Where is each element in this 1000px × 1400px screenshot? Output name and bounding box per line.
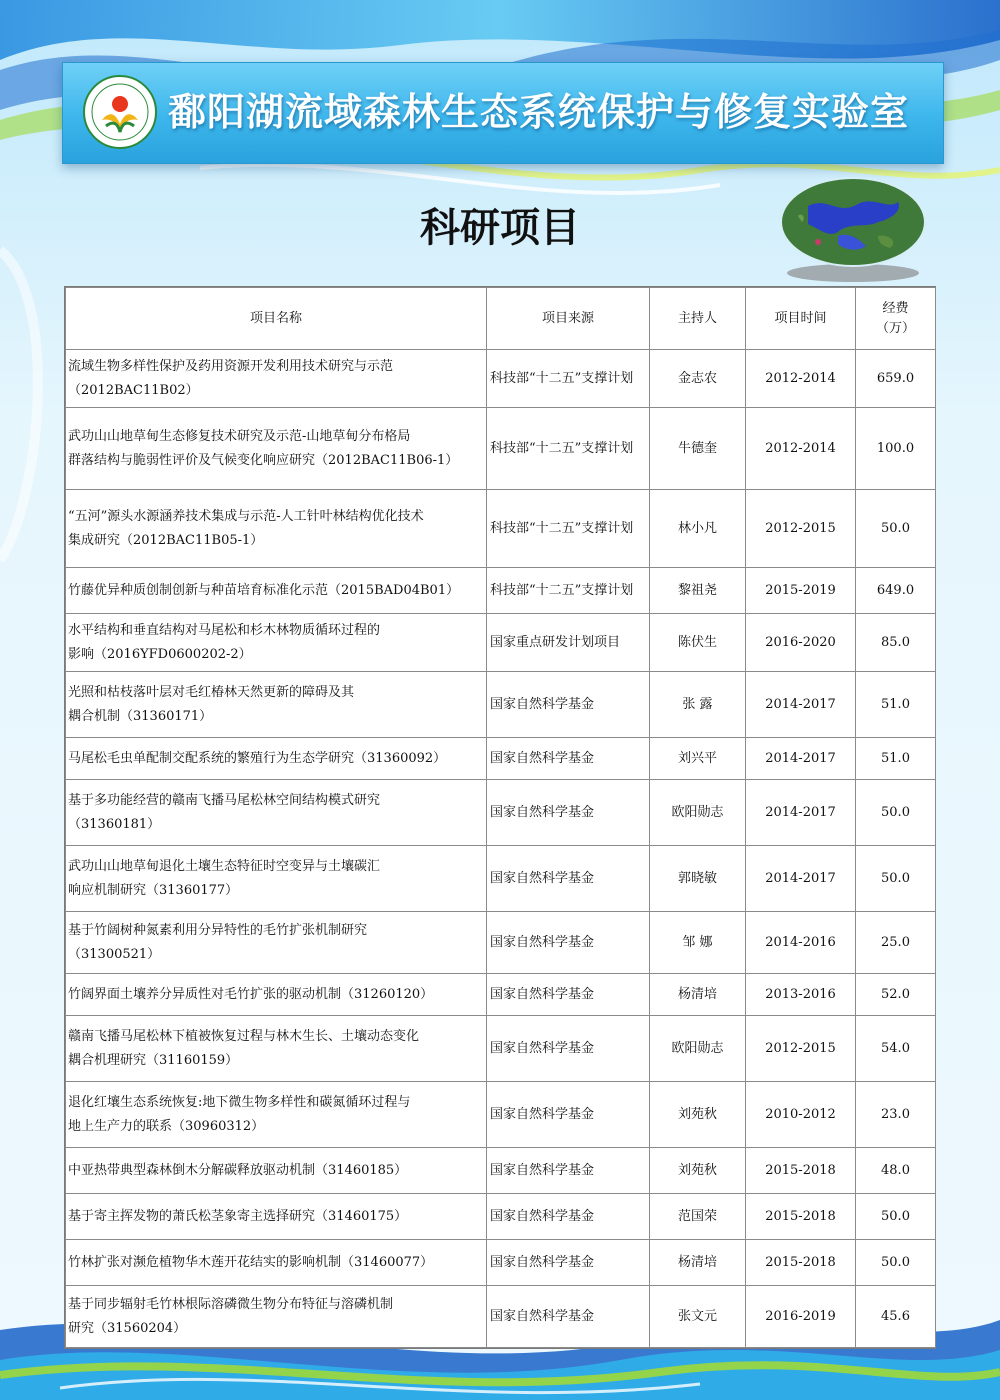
table-row xyxy=(66,1194,936,1240)
university-logo xyxy=(82,74,158,150)
project-source-cell: 国家自然科学基金 xyxy=(487,974,650,1016)
column-header-source: 项目来源 xyxy=(487,288,650,350)
project-funding-cell: 50.0 xyxy=(856,1240,936,1286)
table-row xyxy=(66,1082,936,1148)
table-row xyxy=(66,1016,936,1082)
project-name-cell: “五河”源头水源涵养技术集成与示范-人工针叶林结构优化技术 集成研究（2012BAC11B05-1） xyxy=(66,490,487,568)
table-row xyxy=(66,408,936,490)
project-name-cell: 基于竹阔树种氮素利用分异特性的毛竹扩张机制研究 （31300521） xyxy=(66,912,487,974)
project-funding-cell: 50.0 xyxy=(856,490,936,568)
project-name-cell: 竹林扩张对濒危植物华木莲开花结实的影响机制（31460077） xyxy=(66,1240,487,1286)
project-source-cell: 国家自然科学基金 xyxy=(487,846,650,912)
project-leader-cell: 刘兴平 xyxy=(650,738,746,780)
project-source-cell: 国家自然科学基金 xyxy=(487,780,650,846)
project-leader-cell: 张文元 xyxy=(650,1286,746,1348)
table-row xyxy=(66,780,936,846)
project-name-cell: 武功山山地草甸生态修复技术研究及示范-山地草甸分布格局 群落结构与脆弱性评价及气候变化响应研究（2012BAC11B06-1） xyxy=(66,408,487,490)
project-name-cell: 竹藤优异种质创制创新与种苗培育标准化示范（2015BAD04B01） xyxy=(66,568,487,614)
project-source-cell: 国家自然科学基金 xyxy=(487,738,650,780)
project-name-cell: 光照和枯枝落叶层对毛红椿林天然更新的障碍及其 耦合机制（31360171） xyxy=(66,672,487,738)
column-header-name: 项目名称 xyxy=(66,288,487,350)
table-row xyxy=(66,614,936,672)
satellite-lake-map xyxy=(778,176,928,286)
project-funding-cell: 51.0 xyxy=(856,672,936,738)
project-leader-cell: 刘苑秋 xyxy=(650,1148,746,1194)
table-header-row xyxy=(66,288,936,350)
project-period-cell: 2012-2015 xyxy=(746,1016,856,1082)
column-header-funding: 经费 （万） xyxy=(856,288,936,350)
project-source-cell: 国家自然科学基金 xyxy=(487,672,650,738)
project-name-cell: 退化红壤生态系统恢复:地下微生物多样性和碳氮循环过程与 地上生产力的联系（30960312） xyxy=(66,1082,487,1148)
project-name-cell: 基于多功能经营的赣南飞播马尾松林空间结构模式研究 （31360181） xyxy=(66,780,487,846)
projects-table-container xyxy=(64,286,936,1349)
project-name-cell: 竹阔界面土壤养分异质性对毛竹扩张的驱动机制（31260120） xyxy=(66,974,487,1016)
project-period-cell: 2012-2014 xyxy=(746,408,856,490)
project-source-cell: 国家自然科学基金 xyxy=(487,1148,650,1194)
project-period-cell: 2014-2016 xyxy=(746,912,856,974)
project-funding-cell: 659.0 xyxy=(856,350,936,408)
column-header-period: 项目时间 xyxy=(746,288,856,350)
table-row xyxy=(66,1286,936,1348)
page-title: 鄱阳湖流域森林生态系统保护与修复实验室 xyxy=(168,90,910,134)
project-period-cell: 2012-2014 xyxy=(746,350,856,408)
table-row xyxy=(66,672,936,738)
project-period-cell: 2014-2017 xyxy=(746,780,856,846)
project-leader-cell: 陈伏生 xyxy=(650,614,746,672)
table-row xyxy=(66,1240,936,1286)
section-title: 科研项目 xyxy=(420,205,580,251)
project-leader-cell: 邹 娜 xyxy=(650,912,746,974)
project-leader-cell: 刘苑秋 xyxy=(650,1082,746,1148)
projects-table xyxy=(65,287,936,1348)
project-leader-cell: 郭晓敏 xyxy=(650,846,746,912)
project-source-cell: 科技部“十二五”支撑计划 xyxy=(487,490,650,568)
table-row xyxy=(66,912,936,974)
project-funding-cell: 51.0 xyxy=(856,738,936,780)
project-source-cell: 国家自然科学基金 xyxy=(487,912,650,974)
project-leader-cell: 欧阳勋志 xyxy=(650,780,746,846)
project-funding-cell: 25.0 xyxy=(856,912,936,974)
project-leader-cell: 金志农 xyxy=(650,350,746,408)
project-source-cell: 国家自然科学基金 xyxy=(487,1240,650,1286)
project-period-cell: 2016-2020 xyxy=(746,614,856,672)
table-row xyxy=(66,974,936,1016)
table-row xyxy=(66,846,936,912)
project-leader-cell: 张 露 xyxy=(650,672,746,738)
project-period-cell: 2014-2017 xyxy=(746,738,856,780)
project-period-cell: 2016-2019 xyxy=(746,1286,856,1348)
project-name-cell: 马尾松毛虫单配制交配系统的繁殖行为生态学研究（31360092） xyxy=(66,738,487,780)
project-funding-cell: 50.0 xyxy=(856,780,936,846)
project-source-cell: 科技部“十二五”支撑计划 xyxy=(487,568,650,614)
project-funding-cell: 50.0 xyxy=(856,1194,936,1240)
project-name-cell: 流域生物多样性保护及药用资源开发利用技术研究与示范 （2012BAC11B02） xyxy=(66,350,487,408)
project-source-cell: 国家重点研发计划项目 xyxy=(487,614,650,672)
project-funding-cell: 649.0 xyxy=(856,568,936,614)
project-source-cell: 国家自然科学基金 xyxy=(487,1194,650,1240)
project-period-cell: 2015-2018 xyxy=(746,1194,856,1240)
project-source-cell: 国家自然科学基金 xyxy=(487,1286,650,1348)
project-source-cell: 国家自然科学基金 xyxy=(487,1082,650,1148)
table-row xyxy=(66,738,936,780)
project-period-cell: 2014-2017 xyxy=(746,846,856,912)
project-name-cell: 基于同步辐射毛竹林根际溶磷微生物分布特征与溶磷机制 研究（31560204） xyxy=(66,1286,487,1348)
project-name-cell: 水平结构和垂直结构对马尾松和杉木林物质循环过程的 影响（2016YFD0600202-2） xyxy=(66,614,487,672)
project-name-cell: 中亚热带典型森林倒木分解碳释放驱动机制（31460185） xyxy=(66,1148,487,1194)
project-leader-cell: 杨清培 xyxy=(650,1240,746,1286)
project-funding-cell: 52.0 xyxy=(856,974,936,1016)
project-funding-cell: 54.0 xyxy=(856,1016,936,1082)
project-period-cell: 2015-2018 xyxy=(746,1240,856,1286)
project-leader-cell: 欧阳勋志 xyxy=(650,1016,746,1082)
table-row xyxy=(66,490,936,568)
project-leader-cell: 黎祖尧 xyxy=(650,568,746,614)
project-funding-cell: 48.0 xyxy=(856,1148,936,1194)
project-period-cell: 2014-2017 xyxy=(746,672,856,738)
project-period-cell: 2010-2012 xyxy=(746,1082,856,1148)
project-leader-cell: 杨清培 xyxy=(650,974,746,1016)
project-name-cell: 武功山山地草甸退化土壤生态特征时空变异与土壤碳汇 响应机制研究（31360177） xyxy=(66,846,487,912)
table-row xyxy=(66,350,936,408)
project-period-cell: 2015-2019 xyxy=(746,568,856,614)
project-funding-cell: 50.0 xyxy=(856,846,936,912)
table-row xyxy=(66,568,936,614)
column-header-leader: 主持人 xyxy=(650,288,746,350)
project-funding-cell: 100.0 xyxy=(856,408,936,490)
project-leader-cell: 范国荣 xyxy=(650,1194,746,1240)
project-leader-cell: 牛德奎 xyxy=(650,408,746,490)
project-source-cell: 科技部“十二五”支撑计划 xyxy=(487,350,650,408)
table-body xyxy=(66,350,936,1348)
project-period-cell: 2013-2016 xyxy=(746,974,856,1016)
project-source-cell: 科技部“十二五”支撑计划 xyxy=(487,408,650,490)
project-name-cell: 赣南飞播马尾松林下植被恢复过程与林木生长、土壤动态变化 耦合机理研究（31160159） xyxy=(66,1016,487,1082)
project-funding-cell: 45.6 xyxy=(856,1286,936,1348)
project-period-cell: 2012-2015 xyxy=(746,490,856,568)
project-funding-cell: 85.0 xyxy=(856,614,936,672)
project-period-cell: 2015-2018 xyxy=(746,1148,856,1194)
project-leader-cell: 林小凡 xyxy=(650,490,746,568)
project-source-cell: 国家自然科学基金 xyxy=(487,1016,650,1082)
project-funding-cell: 23.0 xyxy=(856,1082,936,1148)
project-name-cell: 基于寄主挥发物的萧氏松茎象寄主选择研究（31460175） xyxy=(66,1194,487,1240)
table-row xyxy=(66,1148,936,1194)
